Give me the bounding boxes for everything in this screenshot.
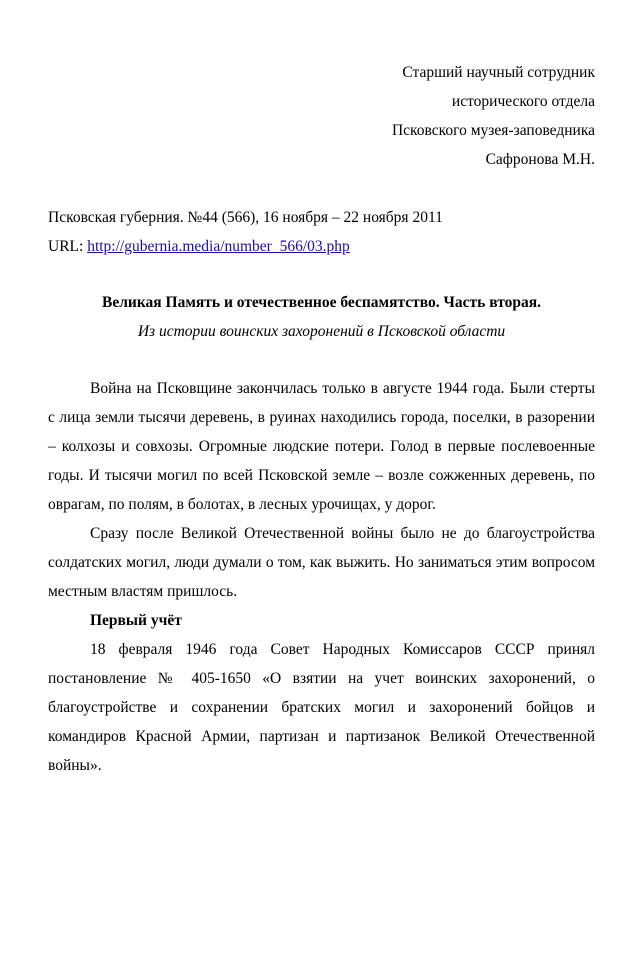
url-label: URL: [48, 238, 88, 255]
section-heading: Первый учёт [90, 612, 182, 629]
author-block [392, 58, 595, 174]
paragraph-2: Сразу после Великой Отечественной войны было не до благоустройства солдатских могил, люди думали о том, как выжить. Но заниматься этим вопросом местным властям пришлось. [48, 525, 595, 600]
paragraph-3: 18 февраля 1946 года Совет Народных Комиссаров СССР принял постановление № 405-1650 «О взятии на учет воинских захоронений, о благоустройстве и сохранении братских могил и захоронений бойцов и командиров Красной Армии, партизан и партизанок Великой Отечественной войны». [48, 641, 595, 774]
source-url-line [48, 232, 443, 261]
author-department: исторического отдела [451, 93, 595, 110]
paragraph-1: Война на Псковщине закончилась только в августе 1944 года. Были стерты с лица земли тысячи деревень, в руинах находились города, поселки, в разорении – колхозы и совхозы. Огромные людские потери. Голод в первые послевоенные годы. И тысячи могил по всей Псковской земле – возле сожженных деревень, по оврагам, по полям, в болотах, в лесных урочищах, у дорог. [48, 380, 595, 513]
article-title: Великая Память и отечественное беспамятство. Часть вторая. [101, 294, 541, 311]
source-block [48, 203, 443, 261]
article-subtitle: Из истории воинских захоронений в Псковской области [137, 323, 506, 340]
author-position: Старший научный сотрудник [402, 64, 595, 81]
source-url-link[interactable]: http://gubernia.media/number_566/03.php [87, 238, 350, 255]
source-citation: Псковская губерния. №44 (566), 16 ноября – 22 ноября 2011 [48, 209, 443, 226]
author-institution: Псковского музея-заповедника [391, 122, 595, 139]
title-block [48, 288, 595, 346]
author-name: Сафронова М.Н. [485, 151, 595, 168]
article-body [48, 374, 595, 780]
